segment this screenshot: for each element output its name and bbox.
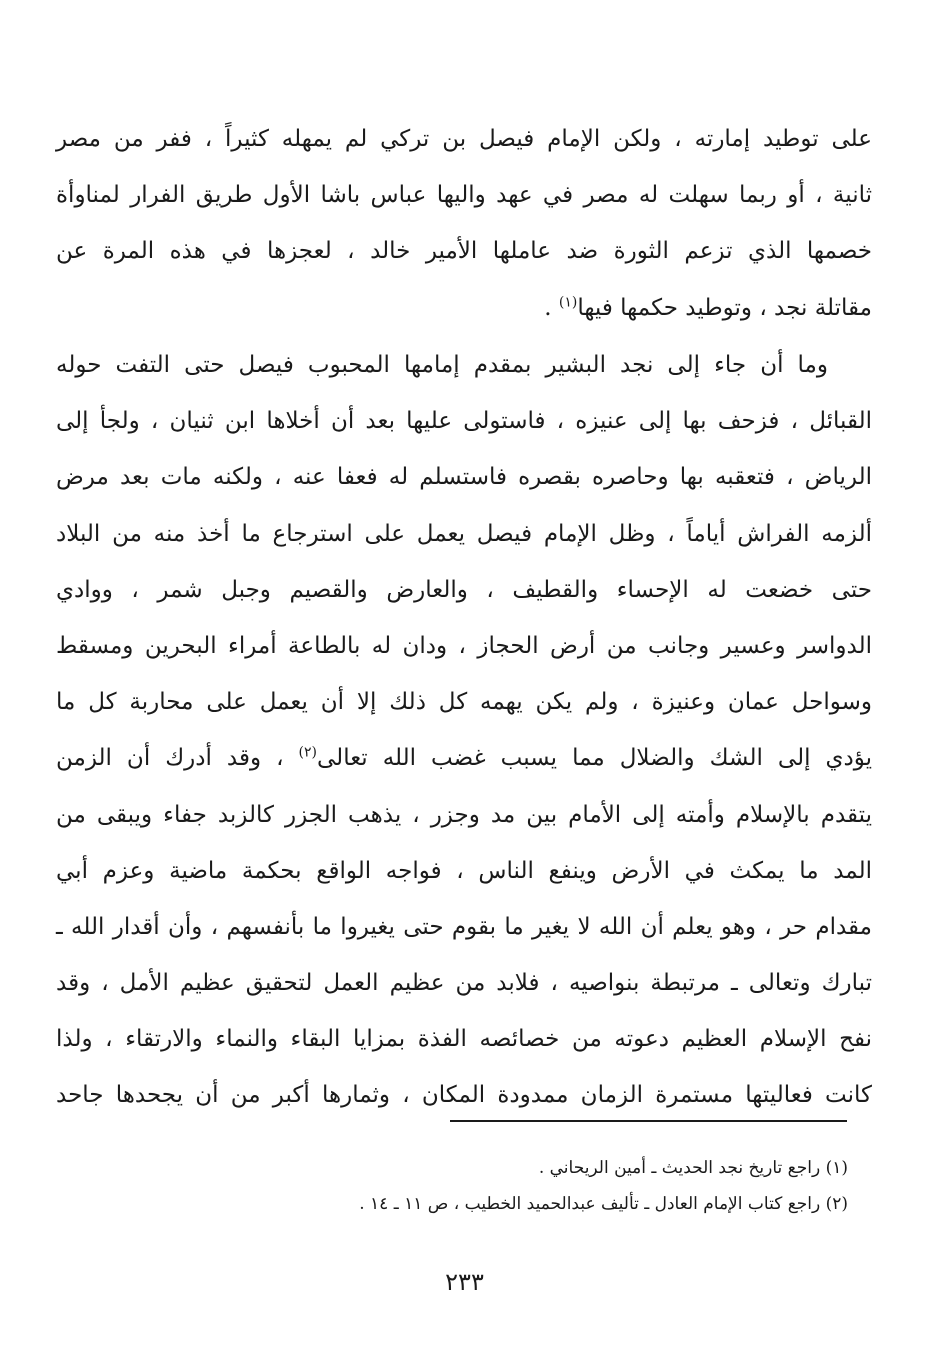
- footnote-reference: (١): [558, 293, 578, 310]
- text-line: على توطيد إمارته ، ولكن الإمام فيصل بن تركي لم يمهله كثيراً ، ففر من مصر: [56, 126, 872, 152]
- text-line-tail: ، وقد أدرك أن الزمن: [56, 745, 299, 772]
- text-line: المد ما يمكث في الأرض وينفع الناس ، فواجه الواقع بحكمة ماضية وعزم أبي: [56, 857, 872, 884]
- text-line: الدواسر وعسير وجانب من أرض الحجاز ، ودان له بالطاعة أمراء البحرين ومسقط: [56, 632, 872, 659]
- paragraph-2: [56, 337, 872, 1124]
- text-line: وسواحل عمان وعنيزة ، ولم يكن يهمه كل ذلك إلا أن يعمل على محاربة كل ما: [56, 689, 872, 716]
- text-line-content: مقاتلة نجد ، وتوطيد حكمها فيها: [577, 294, 872, 321]
- text-line: وما أن جاء إلى نجد البشير بمقدم إمامها المحبوب فيصل حتى التفت حوله: [56, 352, 828, 378]
- footnote-1: (١) راجع تاريخ نجد الحديث ـ أمين الريحاني .: [538, 1158, 848, 1178]
- text-line: حتى خضعت له الإحساء والقطيف ، والعارض والقصيم وجبل شمر ، ووادي: [56, 576, 872, 603]
- text-line: القبائل ، فزحف بها إلى عنيزه ، فاستولى عليها بعد أن أخلاها ابن ثنيان ، ولجأ إلى: [56, 408, 872, 435]
- text-line: يتقدم بالإسلام وأمته إلى الأمام بين مد وجزر ، يذهب الجزر كالزبد جفاء ويبقى من: [56, 801, 872, 828]
- text-line: مقدام حر ، وهو يعلم أن الله لا يغير ما بقوم حتى يغيروا ما بأنفسهم ، وأن أقدار الله ـ: [56, 913, 872, 940]
- text-line: ألزمه الفراش أياماً ، وظل الإمام فيصل يعمل على استرجاع ما أخذ منه من البلاد: [56, 520, 872, 547]
- footnotes: [260, 1150, 848, 1222]
- text-line: [56, 280, 872, 336]
- text-line: خصمها الذي تزعم الثورة ضد عاملها الأمير خالد ، لعجزها في هذه المرة عن: [56, 238, 872, 265]
- footnote-divider: [450, 1120, 847, 1122]
- footnote-reference: (٢): [298, 744, 318, 761]
- text-line: ثانية ، أو ربما سهلت له مصر في عهد واليها عباس باشا الأول طريق الفرار لمناوأة: [56, 182, 872, 209]
- text-line: [56, 730, 872, 786]
- text-line: نفح الإسلام العظيم دعوته من خصائصه الفذة بمزايا البقاء والنماء والارتقاء ، ولذا: [56, 1026, 872, 1053]
- page-number: ٢٣٣: [445, 1268, 484, 1296]
- paragraph-1: [56, 111, 872, 336]
- text-line: تبارك وتعالى ـ مرتبطة بنواصيه ، فلابد من عظيم العمل لتحقيق عظيم الأمل ، وقد: [56, 970, 872, 997]
- footnote-2: (٢) راجع كتاب الإمام العادل ـ تأليف عبدالحميد الخطيب ، ص ١١ ـ ١٤ .: [359, 1194, 848, 1214]
- text-line: كانت فعاليتها مستمرة الزمان ممدودة المكان ، وثمارها أكبر من أن يجحدها جاحد: [56, 1082, 872, 1109]
- text-line-content: يؤدي إلى الشك والضلال مما يسبب غضب الله تعالى: [317, 745, 873, 772]
- text-line: الرياض ، فتعقبه بها وحاصره بقصره فاستسلم له فعفا عنه ، ولكنه مات بعد مرض: [56, 464, 872, 491]
- text-line-end: .: [544, 294, 559, 321]
